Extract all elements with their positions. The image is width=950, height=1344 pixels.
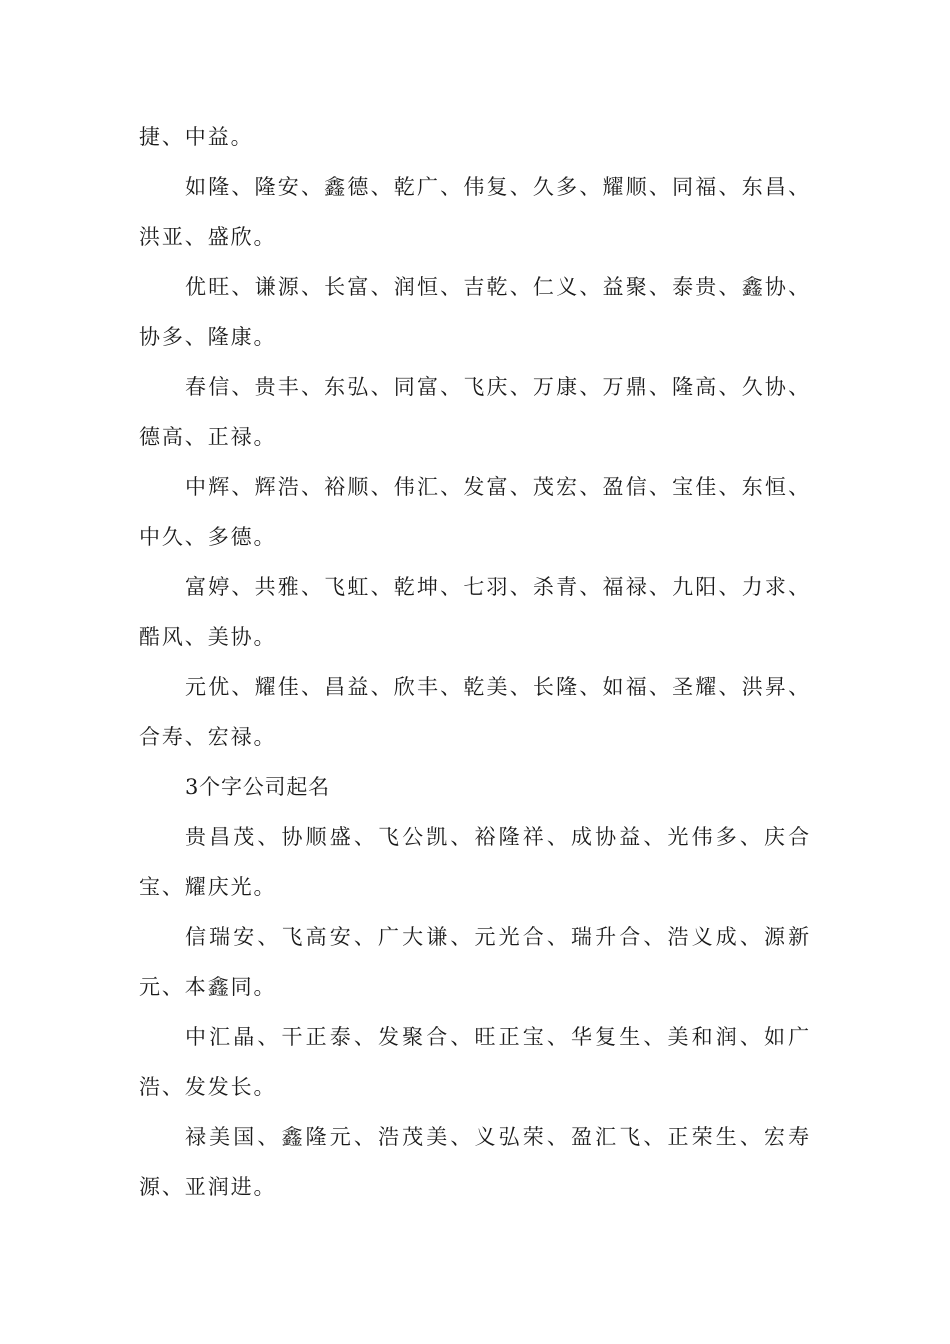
paragraph-names-5: 富婷、共雅、飞虹、乾坤、七羽、杀青、福禄、九阳、力求、酷风、美协。 [139, 575, 811, 649]
document-body [139, 112, 811, 1212]
paragraph-names-2: 优旺、谦源、长富、润恒、吉乾、仁义、益聚、泰贵、鑫协、协多、隆康。 [139, 275, 811, 349]
paragraph-three-char-3: 中汇晶、干正泰、发聚合、旺正宝、华复生、美和润、如广浩、发发长。 [139, 1025, 811, 1099]
paragraph-names-3: 春信、贵丰、东弘、同富、飞庆、万康、万鼎、隆高、久协、德高、正禄。 [139, 375, 811, 449]
paragraph-three-char-1: 贵昌茂、协顺盛、飞公凯、裕隆祥、成协益、光伟多、庆合宝、耀庆光。 [139, 825, 811, 899]
section-heading: 3个字公司起名 [185, 775, 330, 799]
paragraph-continuation: 捷、中益。 [139, 125, 254, 149]
paragraph-names-4: 中辉、辉浩、裕顺、伟汇、发富、茂宏、盈信、宝佳、东恒、中久、多德。 [139, 475, 811, 549]
paragraph-three-char-2: 信瑞安、飞高安、广大谦、元光合、瑞升合、浩义成、源新元、本鑫同。 [139, 925, 811, 999]
paragraph-names-6: 元优、耀佳、昌益、欣丰、乾美、长隆、如福、圣耀、洪昇、合寿、宏禄。 [139, 675, 811, 749]
paragraph-names-1: 如隆、隆安、鑫德、乾广、伟复、久多、耀顺、同福、东昌、洪亚、盛欣。 [139, 175, 811, 249]
paragraph-three-char-4: 禄美国、鑫隆元、浩茂美、义弘荣、盈汇飞、正荣生、宏寿源、亚润进。 [139, 1125, 811, 1199]
